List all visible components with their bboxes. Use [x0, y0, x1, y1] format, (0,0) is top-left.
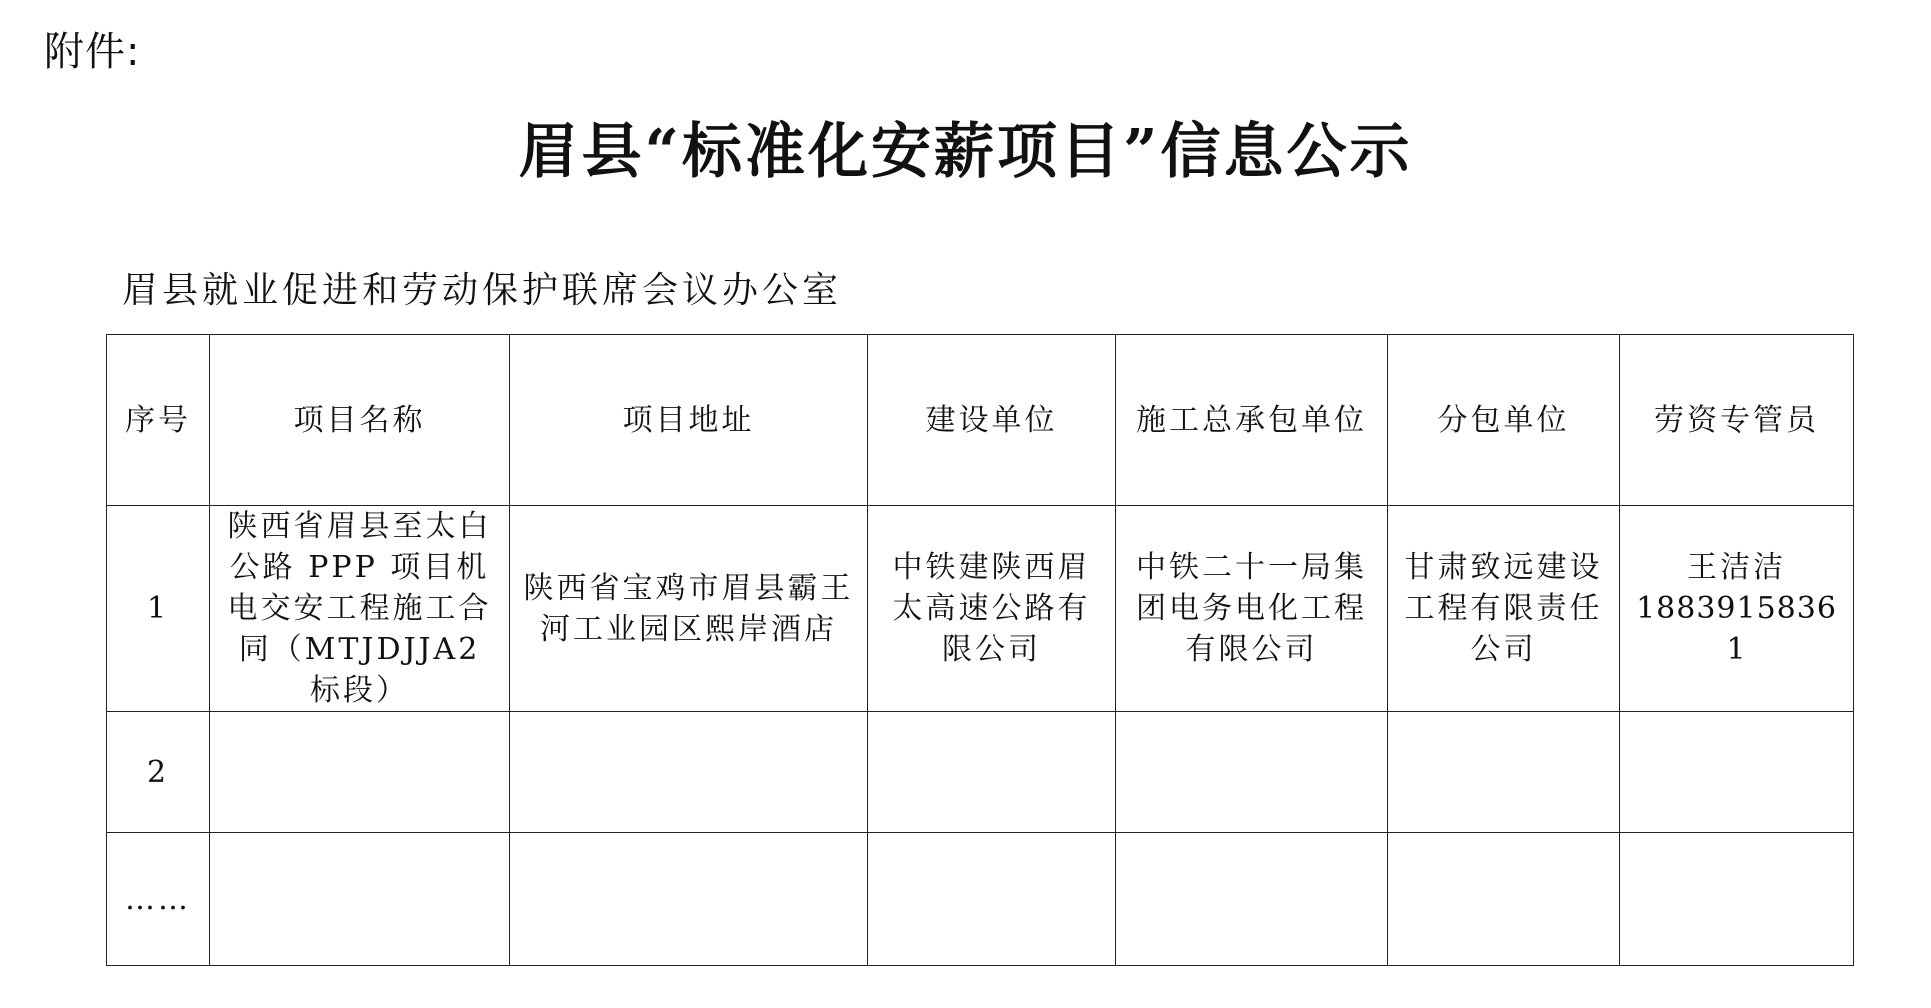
header-project-name: 项目名称: [210, 335, 510, 506]
cell-general-contractor: 中铁二十一局集团电务电化工程有限公司: [1116, 506, 1388, 712]
table-header-row: [107, 335, 1854, 506]
office-name: 眉县就业促进和劳动保护联席会议办公室: [122, 270, 843, 311]
project-info-table: [106, 334, 1854, 966]
cell-project-name: [210, 833, 510, 966]
cell-builder: 中铁建陕西眉太高速公路有限公司: [868, 506, 1116, 712]
cell-subcontractor: 甘肃致远建设工程有限责任公司: [1388, 506, 1620, 712]
cell-general-contractor: [1116, 712, 1388, 833]
manager-name: 王洁洁: [1687, 550, 1786, 585]
header-seq: 序号: [107, 335, 210, 506]
cell-wage-manager: [1620, 833, 1854, 966]
header-project-address: 项目地址: [510, 335, 868, 506]
cell-wage-manager: [1620, 506, 1854, 712]
attachment-label: 附件:: [44, 29, 141, 75]
table-row: [107, 506, 1854, 712]
cell-builder: [868, 712, 1116, 833]
header-builder: 建设单位: [868, 335, 1116, 506]
table-row: [107, 833, 1854, 966]
manager-phone: 18839158361: [1636, 591, 1837, 667]
cell-subcontractor: [1388, 712, 1620, 833]
cell-project-address: [510, 712, 868, 833]
page-title: 眉县“标准化安薪项目”信息公示: [518, 117, 1413, 187]
cell-subcontractor: [1388, 833, 1620, 966]
cell-builder: [868, 833, 1116, 966]
cell-project-address: 陕西省宝鸡市眉县霸王河工业园区熙岸酒店: [510, 506, 868, 712]
cell-wage-manager: [1620, 712, 1854, 833]
cell-seq: 1: [107, 506, 210, 712]
cell-seq: ……: [107, 833, 210, 966]
cell-project-name: 陕西省眉县至太白公路 PPP 项目机电交安工程施工合同（MTJDJJA2 标段）: [210, 506, 510, 712]
cell-general-contractor: [1116, 833, 1388, 966]
header-general-contractor: 施工总承包单位: [1116, 335, 1388, 506]
cell-project-address: [510, 833, 868, 966]
header-subcontractor: 分包单位: [1388, 335, 1620, 506]
cell-project-name: [210, 712, 510, 833]
cell-seq: 2: [107, 712, 210, 833]
header-wage-manager: 劳资专管员: [1620, 335, 1854, 506]
table-row: [107, 712, 1854, 833]
